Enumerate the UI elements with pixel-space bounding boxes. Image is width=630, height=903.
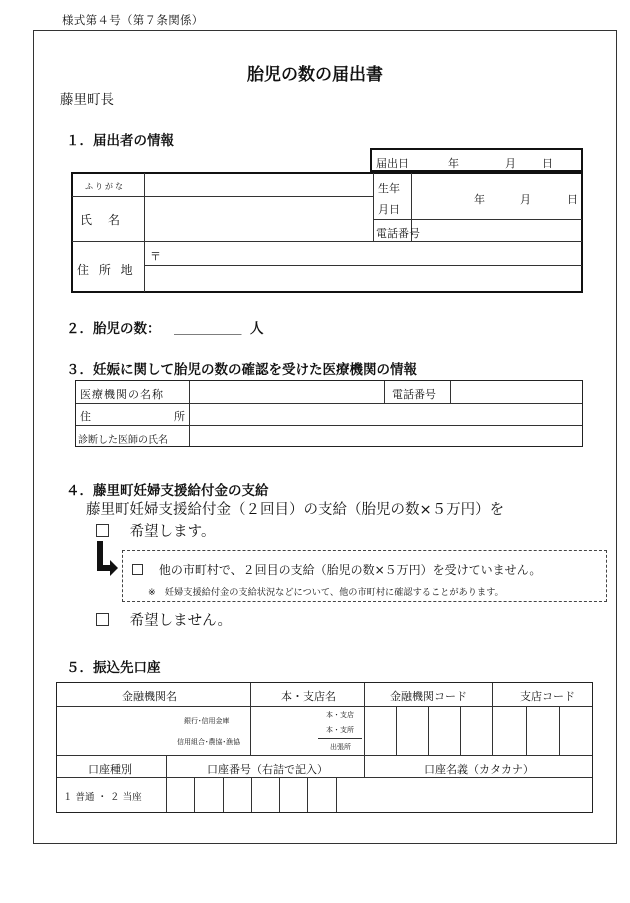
fetus-count-blank[interactable]: ＿＿＿＿＿ [174,321,242,337]
name-field[interactable] [145,197,373,241]
furigana-field[interactable] [145,173,373,196]
branch-type-2: 本・支所 [326,726,354,734]
address-field[interactable] [145,242,582,292]
birthdate-label-2: 月日 [378,203,400,216]
form-title: 胎児の数の届出書 [247,65,383,85]
submission-date-label: 届出日 [376,157,409,170]
furigana-label: ふりがな [85,182,125,191]
submission-year-unit: 年 [448,157,459,170]
submission-month-unit: 月 [505,157,516,170]
postal-mark: 〒 [150,250,161,263]
option-yes[interactable] [96,520,215,541]
address-label: 住 所 地 [77,263,136,277]
applicant-phone-label: 電話番号 [376,227,420,240]
option-no[interactable] [96,609,232,630]
fetus-count-unit: 人 [250,321,264,337]
col-account-number: 口座番号（右詰で記入） [207,763,328,776]
institution-phone-label: 電話番号 [392,388,436,401]
inst-type-1: 銀行･信用金庫 [184,717,230,725]
birth-year-unit: 年 [474,193,485,206]
inst-type-2: 信用組合･農協･漁協 [177,738,240,746]
applicant-phone-field[interactable] [412,220,582,241]
bank-code-input[interactable] [365,707,492,755]
sub-option-label: 他の市町村で、２回目の支給（胎児の数×５万円）を受けていません。 [158,563,542,577]
birthdate-label-1: 生年 [378,182,400,195]
institution-address-label-2: 所 [174,410,185,423]
section4-lead: 藤里町妊婦支援給付金（２回目）の支給（胎児の数×５万円）を [86,502,505,518]
col-account-type: 口座種別 [88,763,132,776]
institution-address-label-1: 住 [80,410,91,423]
addressee: 藤里町長 [60,92,114,108]
institution-name-label: 医療機関の名称 [80,388,164,401]
option-yes-label: 希望します。 [129,524,216,540]
doctor-name-field[interactable] [190,426,582,446]
birth-day-unit: 日 [567,193,578,206]
col-account-name: 口座名義（カタカナ） [424,763,534,776]
sub-note: ※ 妊婦支援給付金の支給状況などについて、他の市町村に確認することがあります。 [148,587,504,598]
institution-name-field[interactable] [190,381,384,403]
form-number: 様式第４号（第７条関係） [62,13,204,27]
institution-name-input[interactable] [57,707,250,755]
col-institution: 金融機関名 [122,690,177,703]
institution-address-field[interactable] [190,404,582,425]
doctor-label: 診断した医師の氏名 [78,435,168,446]
section5-heading: ５．振込先口座 [66,660,161,676]
account-type-value[interactable]: １ 普通 ・ ２ 当座 [63,792,142,803]
option-no-checkbox[interactable] [96,613,109,626]
branch-code-input[interactable] [493,707,592,755]
branch-type-3: 出張所 [330,743,351,751]
account-name-input[interactable] [365,778,592,812]
option-no-label: 希望しません。 [129,613,232,629]
col-branch: 本・支店名 [281,690,336,703]
sub-option-checkbox[interactable] [132,564,143,575]
section1-heading: １．届出者の情報 [66,133,174,149]
birth-month-unit: 月 [520,193,531,206]
birthdate-field[interactable] [412,173,582,219]
col-branch-code: 支店コード [520,690,575,703]
sub-option[interactable] [132,561,541,578]
section3-heading: ３．妊娠に関して胎児の数の確認を受けた医療機関の情報 [66,362,417,378]
col-bank-code: 金融機関コード [390,690,467,703]
institution-phone-field[interactable] [451,381,582,403]
option-yes-checkbox[interactable] [96,524,109,537]
section4-heading: ４．藤里町妊婦支援給付金の支給 [66,483,269,499]
name-label: 氏 名 [80,213,123,227]
branch-type-1: 本・支店 [326,711,354,719]
account-number-input[interactable] [167,778,364,812]
section2-heading: ２．胎児の数： [66,321,161,337]
arrow-down-right-icon [97,541,117,577]
submission-day-unit: 日 [542,157,553,170]
